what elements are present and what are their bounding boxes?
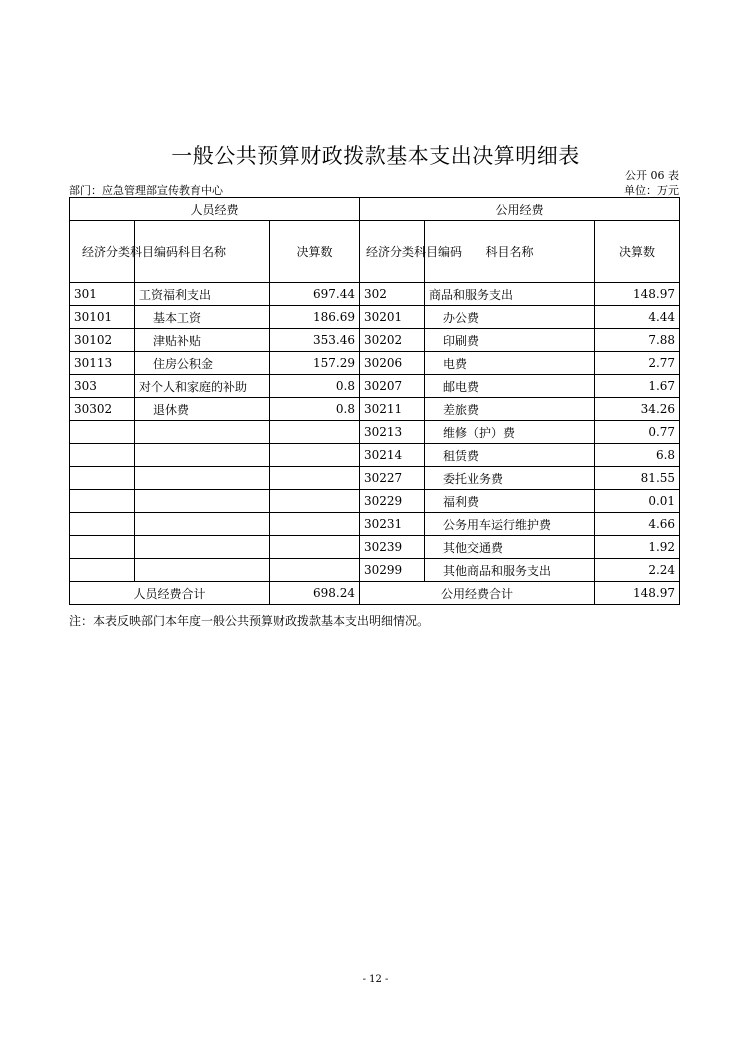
public-total-value: 148.97 <box>595 582 680 605</box>
right-name-cell: 其他商品和服务支出 <box>425 559 595 582</box>
left-code-cell <box>70 444 135 467</box>
totals-row <box>70 582 680 605</box>
left-amount-cell: 186.69 <box>270 306 360 329</box>
right-code-cell: 30207 <box>360 375 425 398</box>
left-name-cell: 工资福利支出 <box>135 283 270 306</box>
unit-label: 单位：万元 <box>624 184 679 197</box>
left-code-cell <box>70 421 135 444</box>
table-row <box>70 513 680 536</box>
table-row <box>70 536 680 559</box>
left-code-cell <box>70 559 135 582</box>
right-amount-cell: 81.55 <box>595 467 680 490</box>
left-amount-cell: 157.29 <box>270 352 360 375</box>
right-code-cell: 30299 <box>360 559 425 582</box>
left-amount-cell: 0.8 <box>270 398 360 421</box>
left-name-cell: 津贴补贴 <box>135 329 270 352</box>
left-amount-cell <box>270 444 360 467</box>
group-header-row <box>70 198 680 221</box>
table-row <box>70 398 680 421</box>
left-code-cell <box>70 490 135 513</box>
left-name-cell: 住房公积金 <box>135 352 270 375</box>
right-code-cell: 30213 <box>360 421 425 444</box>
left-amount-cell <box>270 490 360 513</box>
table-row <box>70 559 680 582</box>
left-amount-cell <box>270 421 360 444</box>
left-name-cell: 基本工资 <box>135 306 270 329</box>
right-code-cell: 30214 <box>360 444 425 467</box>
left-code-cell: 30113 <box>70 352 135 375</box>
right-amount-cell: 1.92 <box>595 536 680 559</box>
table-row <box>70 306 680 329</box>
right-code-cell: 30206 <box>360 352 425 375</box>
left-name-cell: 对个人和家庭的补助 <box>135 375 270 398</box>
expenditure-table <box>69 197 680 605</box>
form-number: 公开 06 表 <box>625 169 679 182</box>
personnel-total-value: 698.24 <box>270 582 360 605</box>
right-name-cell: 委托业务费 <box>425 467 595 490</box>
table-row <box>70 490 680 513</box>
right-amount-cell: 7.88 <box>595 329 680 352</box>
right-name-cell: 邮电费 <box>425 375 595 398</box>
name-header-right: 科目名称 <box>425 221 595 283</box>
page-title: 一般公共预算财政拨款基本支出决算明细表 <box>171 144 580 168</box>
right-amount-cell: 4.44 <box>595 306 680 329</box>
public-header: 公用经费 <box>360 198 680 221</box>
table-row <box>70 283 680 306</box>
left-code-cell: 30102 <box>70 329 135 352</box>
left-code-cell: 30302 <box>70 398 135 421</box>
right-amount-cell: 2.77 <box>595 352 680 375</box>
right-amount-cell: 6.8 <box>595 444 680 467</box>
right-name-cell: 差旅费 <box>425 398 595 421</box>
name-header-left: 科目名称 <box>135 221 270 283</box>
left-name-cell <box>135 467 270 490</box>
left-code-cell: 30101 <box>70 306 135 329</box>
right-amount-cell: 0.77 <box>595 421 680 444</box>
department-label: 部门：应急管理部宣传教育中心 <box>69 184 223 197</box>
left-amount-cell <box>270 513 360 536</box>
right-code-cell: 30239 <box>360 536 425 559</box>
left-amount-cell: 0.8 <box>270 375 360 398</box>
right-name-cell: 租赁费 <box>425 444 595 467</box>
left-name-cell <box>135 513 270 536</box>
right-name-cell: 维修（护）费 <box>425 421 595 444</box>
table-row <box>70 467 680 490</box>
right-code-cell: 30229 <box>360 490 425 513</box>
amount-header-left: 决算数 <box>270 221 360 283</box>
right-code-cell: 30202 <box>360 329 425 352</box>
personnel-total-label: 人员经费合计 <box>70 582 270 605</box>
right-name-cell: 办公费 <box>425 306 595 329</box>
left-name-cell <box>135 444 270 467</box>
right-name-cell: 公务用车运行维护费 <box>425 513 595 536</box>
right-amount-cell: 4.66 <box>595 513 680 536</box>
page-number: - 12 - <box>362 974 389 985</box>
right-name-cell: 印刷费 <box>425 329 595 352</box>
left-name-cell <box>135 536 270 559</box>
right-amount-cell: 148.97 <box>595 283 680 306</box>
amount-header-right: 决算数 <box>595 221 680 283</box>
left-amount-cell <box>270 536 360 559</box>
right-amount-cell: 34.26 <box>595 398 680 421</box>
right-code-cell: 30227 <box>360 467 425 490</box>
left-amount-cell <box>270 467 360 490</box>
right-name-cell: 其他交通费 <box>425 536 595 559</box>
right-amount-cell: 0.01 <box>595 490 680 513</box>
table-row <box>70 329 680 352</box>
left-amount-cell <box>270 559 360 582</box>
column-header-row <box>70 221 680 283</box>
left-name-cell <box>135 421 270 444</box>
left-name-cell: 退休费 <box>135 398 270 421</box>
table-row <box>70 352 680 375</box>
public-total-label: 公用经费合计 <box>360 582 595 605</box>
left-code-cell <box>70 536 135 559</box>
personnel-header: 人员经费 <box>70 198 360 221</box>
right-amount-cell: 2.24 <box>595 559 680 582</box>
code-header-left: 经济分类科目编码 <box>70 221 135 283</box>
right-name-cell: 商品和服务支出 <box>425 283 595 306</box>
right-amount-cell: 1.67 <box>595 375 680 398</box>
right-code-cell: 302 <box>360 283 425 306</box>
left-amount-cell: 697.44 <box>270 283 360 306</box>
left-code-cell: 303 <box>70 375 135 398</box>
left-code-cell: 301 <box>70 283 135 306</box>
table-row <box>70 375 680 398</box>
left-code-cell <box>70 467 135 490</box>
table-row <box>70 444 680 467</box>
right-name-cell: 电费 <box>425 352 595 375</box>
left-name-cell <box>135 490 270 513</box>
code-header-right: 经济分类科目编码 <box>360 221 425 283</box>
left-amount-cell: 353.46 <box>270 329 360 352</box>
right-code-cell: 30201 <box>360 306 425 329</box>
right-code-cell: 30211 <box>360 398 425 421</box>
left-name-cell <box>135 559 270 582</box>
left-code-cell <box>70 513 135 536</box>
footnote: 注：本表反映部门本年度一般公共预算财政拨款基本支出明细情况。 <box>69 614 430 628</box>
table-row <box>70 421 680 444</box>
right-code-cell: 30231 <box>360 513 425 536</box>
right-name-cell: 福利费 <box>425 490 595 513</box>
